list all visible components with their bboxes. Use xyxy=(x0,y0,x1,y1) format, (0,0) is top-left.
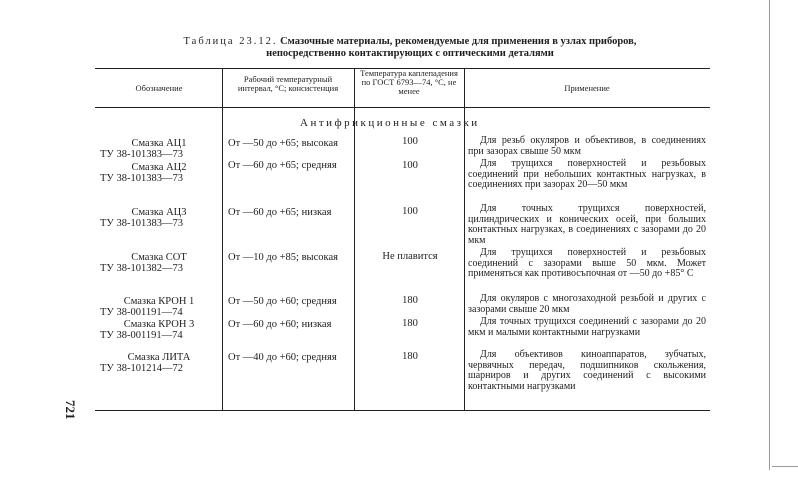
row-7-name: Смазка ЛИТА ТУ 38-101214—72 xyxy=(100,352,191,374)
header-temp: Рабочий температурный интервал, °С; консистенция xyxy=(237,74,339,93)
row-2-temp: От —60 до +65; средняя xyxy=(228,160,337,171)
row-1-temp: От —50 до +65; высокая xyxy=(228,138,338,149)
header-app: Применение xyxy=(564,83,610,93)
row-3-app: Для точных трущихся поверхностей, цилиндрических и конических осей, при больших контактных нагрузках, в соединениях с зазорами до 20 мкм xyxy=(468,203,706,246)
row-6-name: Смазка КРОН 3 ТУ 38-001191—74 xyxy=(100,319,195,341)
row-5-app: Для окуляров с многозаходной резьбой и других с зазорами свыше 20 мкм xyxy=(468,293,706,315)
row-6-temp: От —60 до +60; низкая xyxy=(228,319,332,330)
row-3-temp: От —60 до +65; низкая xyxy=(228,207,332,218)
row-3-drop: 100 xyxy=(402,206,418,217)
row-6-drop: 180 xyxy=(402,318,418,329)
scan-edge-bottom xyxy=(772,466,798,467)
section-title: Антифрикционные смазки xyxy=(300,117,480,129)
row-2-name: Смазка АЦ2 ТУ 38-101383—73 xyxy=(100,162,187,184)
header-bottom-rule xyxy=(95,107,710,108)
column-divider-1 xyxy=(222,68,223,410)
caption-line2: непосредственно контактирующих с оптическими деталями xyxy=(266,48,554,59)
row-4-name: Смазка СОТ ТУ 38-101382—73 xyxy=(100,252,187,274)
row-7-app: Для объективов киноаппаратов, зубчатых, червячных передач, подшипников скольжения, шарниров и других соединений с высокими контактными нагрузками xyxy=(468,349,706,392)
row-6-app: Для точных трущихся соединений с зазорами до 20 мкм и малыми контактными нагрузками xyxy=(468,316,706,338)
row-3-name: Смазка АЦ3 ТУ 38-101383—73 xyxy=(100,207,187,229)
row-4-app: Для трущихся поверхностей и резьбовых соединений с зазорами выше 50 мкм. Может применяться как противосъпочная от —50 до +85° С xyxy=(468,247,706,279)
scan-edge xyxy=(769,0,770,470)
row-1-app: Для резьб окуляров и объективов, в соединениях при зазорах свыше 50 мкм xyxy=(468,135,706,157)
caption-lead: Таблица 23.12. xyxy=(183,36,278,47)
row-5-temp: От —50 до +60; средняя xyxy=(228,296,337,307)
row-1-drop: 100 xyxy=(402,136,418,147)
table-bottom-rule xyxy=(95,410,710,411)
row-5-drop: 180 xyxy=(402,295,418,306)
row-1-name: Смазка АЦ1 ТУ 38-101383—73 xyxy=(100,138,187,160)
table-caption xyxy=(150,36,670,60)
row-5-name: Смазка КРОН 1 ТУ 38-001191—74 xyxy=(100,296,195,318)
row-7-temp: От —40 до +60; средняя xyxy=(228,352,337,363)
row-2-drop: 100 xyxy=(402,160,418,171)
row-4-drop: Не плавится xyxy=(382,251,438,262)
caption-line1: Смазочные материалы, рекомендуемые для применения в узлах приборов, xyxy=(280,36,637,47)
row-2-app: Для трущихся поверхностей и резьбовых соединений при небольших контактных нагрузках, в соединениях при зазорах 20—50 мкм xyxy=(468,158,706,190)
header-drop: Температура каплепадения по ГОСТ 6793—74, °С, не менее xyxy=(360,68,458,96)
row-7-drop: 180 xyxy=(402,351,418,362)
row-4-temp: От —10 до +85; высокая xyxy=(228,252,338,263)
page-number: 721 xyxy=(63,400,78,420)
header-name: Обозначение xyxy=(135,83,183,93)
